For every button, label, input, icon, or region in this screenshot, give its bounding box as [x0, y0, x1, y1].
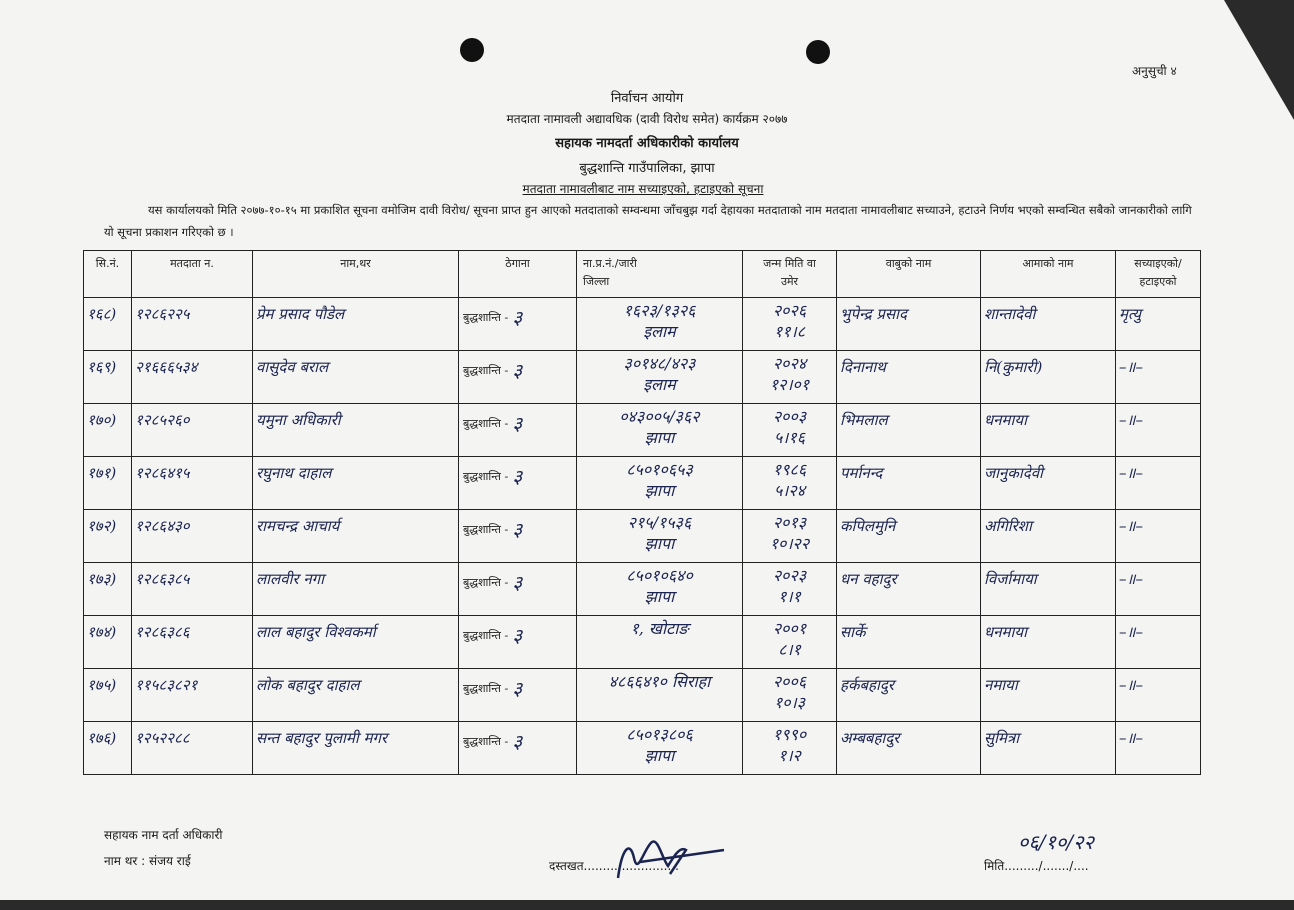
row-citizenship-line2: झापा: [644, 428, 675, 447]
row-citizenship-line1: २१५/१५३६: [627, 513, 692, 532]
row-father: सार्के: [840, 623, 866, 641]
name-cell: [253, 404, 459, 457]
officer-title: सहायक नाम दर्ता अधिकारी: [104, 828, 223, 842]
row-name: प्रेम प्रसाद पौडेल: [256, 305, 345, 323]
sn-cell: [84, 404, 132, 457]
row-action: –॥–: [1119, 464, 1143, 482]
row-dob-line1: २००३: [772, 407, 807, 426]
row-citizenship-cell: [577, 722, 743, 775]
header-office: सहायक नामदर्ता अधिकारीको कार्यालय: [555, 136, 739, 151]
row-dob-cell: [743, 510, 837, 563]
header-location: बुद्धशान्ति गाउँपालिका, झापा: [579, 161, 715, 176]
row-dob-line1: १९८६: [772, 460, 807, 479]
mother-cell: [981, 510, 1116, 563]
row-citizenship-line1: १६२३/१३२६: [623, 301, 696, 320]
row-dob-line1: २०१३: [772, 513, 807, 532]
action-cell: [1116, 404, 1201, 457]
row-citizenship-line2: झापा: [644, 534, 675, 553]
voter-no-cell: [132, 722, 253, 775]
row-address-prefix: बुद्धशान्ति -: [463, 417, 509, 430]
row-dob-cell: [743, 616, 837, 669]
row-father: कपिलमुनि: [840, 517, 896, 535]
name-cell: [253, 616, 459, 669]
row-name: रामचन्द्र आचार्य: [256, 517, 340, 535]
row-dob-line2: १०।२२: [769, 534, 810, 553]
row-name: रघुनाथ दाहाल: [256, 464, 332, 482]
row-dob-line1: २००६: [772, 672, 807, 691]
table-row: [84, 298, 1201, 351]
mother-cell: [981, 298, 1116, 351]
col-citizenship: [577, 251, 743, 298]
row-address-prefix: बुद्धशान्ति -: [463, 470, 509, 483]
col-father: वाबुको नाम: [837, 251, 981, 298]
row-address-prefix: बुद्धशान्ति -: [463, 311, 509, 324]
row-ward: ३: [512, 519, 523, 541]
action-cell: [1116, 457, 1201, 510]
row-father: भुपेन्द्र प्रसाद: [840, 305, 907, 323]
date-value: ०६/१०/२२: [1018, 830, 1094, 854]
row-citizenship-line2: झापा: [644, 746, 675, 765]
col-name: नाम,थर: [253, 251, 459, 298]
col-sn: सि.नं.: [84, 251, 132, 298]
row-father: पर्मानन्द: [840, 464, 883, 482]
row-mother: अगिरिशा: [984, 517, 1032, 535]
row-mother: सुमित्रा: [984, 729, 1020, 747]
name-cell: [253, 510, 459, 563]
row-citizenship-cell: [577, 404, 743, 457]
row-ward: ३: [512, 678, 523, 700]
row-ward: ३: [512, 731, 523, 753]
col-dob-line2: उमेर: [780, 275, 799, 288]
sn-cell: [84, 457, 132, 510]
row-mother: जानुकादेवी: [984, 464, 1043, 482]
header-subject: मतदाता नामावलीबाट नाम सच्याइएको, हटाइएको सूचना: [522, 182, 764, 196]
row-mother: शान्तादेवी: [984, 305, 1036, 323]
row-dob-line2: ५।२४: [773, 481, 806, 500]
row-voter-no: १२८६३८५: [135, 570, 190, 588]
mother-cell: [981, 457, 1116, 510]
row-action: मृत्यु: [1119, 305, 1142, 323]
row-sn: १६९): [87, 358, 117, 376]
row-voter-no: १२५२२८८: [135, 729, 190, 747]
row-citizenship-cell: [577, 510, 743, 563]
voter-no-cell: [132, 563, 253, 616]
row-action: –॥–: [1119, 411, 1143, 429]
action-cell: [1116, 616, 1201, 669]
annex-label: अनुसुची ४: [1132, 64, 1177, 78]
row-sn: १७४): [87, 623, 117, 641]
mother-cell: [981, 669, 1116, 722]
header-program: मतदाता नामावली अद्यावधिक (दावी विरोध समेत) कार्यक्रम २०७७: [506, 112, 788, 126]
row-citizenship-cell: [577, 298, 743, 351]
row-father: हर्कबहादुर: [840, 676, 895, 694]
row-action: –॥–: [1119, 358, 1143, 376]
row-citizenship-cell: [577, 457, 743, 510]
row-dob-cell: [743, 298, 837, 351]
row-citizenship-cell: [577, 351, 743, 404]
row-mother: धनमाया: [984, 411, 1027, 429]
row-dob-cell: [743, 404, 837, 457]
row-mother: विर्जामाया: [984, 570, 1037, 588]
row-voter-no: १२८६४३०: [135, 517, 190, 535]
row-sn: १७५): [87, 676, 117, 694]
row-address-prefix: बुद्धशान्ति -: [463, 364, 509, 377]
row-dob-cell: [743, 669, 837, 722]
table-row: [84, 722, 1201, 775]
row-sn: १७२): [87, 517, 117, 535]
punch-hole-left: [460, 38, 484, 62]
col-mother: आमाको नाम: [981, 251, 1116, 298]
father-cell: [837, 669, 981, 722]
col-action-line2: हटाइएको: [1139, 275, 1177, 288]
father-cell: [837, 722, 981, 775]
row-name: सन्त बहादुर पुलामी मगर: [256, 729, 388, 747]
name-cell: [253, 669, 459, 722]
action-cell: [1116, 510, 1201, 563]
row-dob-cell: [743, 351, 837, 404]
row-dob-cell: [743, 722, 837, 775]
address-cell: [459, 457, 577, 510]
row-ward: ३: [512, 360, 523, 382]
table-row: [84, 563, 1201, 616]
father-cell: [837, 616, 981, 669]
table-row: [84, 616, 1201, 669]
row-dob-cell: [743, 563, 837, 616]
date-label: मिति........./......./....: [984, 859, 1089, 873]
row-sn: १७६): [87, 729, 117, 747]
row-mother: नि(कुमारी): [984, 358, 1043, 376]
voter-no-cell: [132, 457, 253, 510]
sn-cell: [84, 351, 132, 404]
row-name: यमुना अधिकारी: [256, 411, 341, 429]
row-mother: धनमाया: [984, 623, 1027, 641]
action-cell: [1116, 351, 1201, 404]
row-citizenship-cell: [577, 669, 743, 722]
address-cell: [459, 510, 577, 563]
voter-no-cell: [132, 510, 253, 563]
row-citizenship-line2: इलाम: [643, 375, 676, 394]
row-sn: १६८): [87, 305, 117, 323]
row-ward: ३: [512, 625, 523, 647]
row-father: भिमलाल: [840, 411, 888, 429]
father-cell: [837, 404, 981, 457]
sn-cell: [84, 563, 132, 616]
address-cell: [459, 563, 577, 616]
col-action-line1: सच्याइएको/: [1134, 257, 1182, 270]
row-dob-line2: ५।१६: [773, 428, 806, 447]
row-dob-line2: ८।१: [778, 640, 801, 659]
mother-cell: [981, 616, 1116, 669]
father-cell: [837, 298, 981, 351]
row-citizenship-line1: ८५०१३८०६: [626, 725, 693, 744]
mother-cell: [981, 404, 1116, 457]
row-ward: ३: [512, 413, 523, 435]
row-dob-line2: १।२: [778, 746, 801, 765]
row-name: लालवीर नगा: [256, 570, 325, 588]
row-address-prefix: बुद्धशान्ति -: [463, 682, 509, 695]
row-action: –॥–: [1119, 676, 1143, 694]
row-address-prefix: बुद्धशान्ति -: [463, 629, 509, 642]
voter-no-cell: [132, 616, 253, 669]
father-cell: [837, 563, 981, 616]
row-name: लाल बहादुर विश्वकर्मा: [256, 623, 376, 641]
row-father: अम्बबहादुर: [840, 729, 900, 747]
sn-cell: [84, 298, 132, 351]
sn-cell: [84, 669, 132, 722]
voter-no-cell: [132, 298, 253, 351]
row-address-prefix: बुद्धशान्ति -: [463, 523, 509, 536]
row-dob-line2: १०।३: [773, 693, 806, 712]
row-citizenship-cell: [577, 616, 743, 669]
mother-cell: [981, 351, 1116, 404]
row-dob-line1: २०२३: [772, 566, 807, 585]
address-cell: [459, 669, 577, 722]
action-cell: [1116, 669, 1201, 722]
signature-label: दस्तखत.........................: [549, 859, 679, 873]
row-name: लोक बहादुर दाहाल: [256, 676, 360, 694]
name-cell: [253, 351, 459, 404]
row-citizenship-line1: ८५०१०६४०: [626, 566, 693, 585]
row-action: –॥–: [1119, 623, 1143, 641]
row-voter-no: १२८६४१५: [135, 464, 190, 482]
row-citizenship-line1: ३०१४८/४२३: [623, 354, 696, 373]
row-dob-cell: [743, 457, 837, 510]
name-cell: [253, 457, 459, 510]
punch-hole-right: [806, 40, 830, 64]
row-dob-line2: १२।०१: [769, 375, 810, 394]
voter-table: [83, 250, 1201, 775]
address-cell: [459, 616, 577, 669]
table-row: [84, 457, 1201, 510]
row-dob-line2: १।१: [778, 587, 801, 606]
col-dob: [743, 251, 837, 298]
col-citizenship-line1: ना.प्र.नं./जारी: [583, 257, 637, 270]
father-cell: [837, 510, 981, 563]
name-cell: [253, 722, 459, 775]
notice-paragraph: यस कार्यालयको मिति २०७७-१०-१५ मा प्रकाशित सूचना वमोजिम दावी विरोध/ सूचना प्राप्त हुन आएको मतदाताको सम्वन्धमा जाँचबुझ गर्दा देहायका मतदाताको नाम मतदाता नामावलीबाट सच्याउने, हटाउने निर्णय भएको सम्वन्धित सबैको जानकारीको लागि यो सूचना प्रकाशन गरिएको छ ।: [104, 203, 1192, 239]
signature-mark: [600, 828, 730, 888]
row-action: –॥–: [1119, 570, 1143, 588]
voter-no-cell: [132, 669, 253, 722]
row-citizenship-line2: झापा: [644, 481, 675, 500]
address-cell: [459, 298, 577, 351]
address-cell: [459, 404, 577, 457]
table-row: [84, 351, 1201, 404]
row-address-prefix: बुद्धशान्ति -: [463, 735, 509, 748]
row-ward: ३: [512, 572, 523, 594]
row-voter-no: १२८६२२५: [135, 305, 190, 323]
row-citizenship-line2: झापा: [644, 587, 675, 606]
table-header-row: [84, 251, 1201, 298]
row-father: धन वहादुर: [840, 570, 897, 588]
row-father: दिनानाथ: [840, 358, 886, 376]
col-voter-no: मतदाता न.: [132, 251, 253, 298]
row-citizenship-line1: ८५०१०६५३: [626, 460, 693, 479]
row-voter-no: ११५८३८२१: [135, 676, 198, 694]
row-citizenship-cell: [577, 563, 743, 616]
row-citizenship-line1: ४८६६४१० सिराहा: [608, 672, 711, 691]
row-action: –॥–: [1119, 729, 1143, 747]
header-org: निर्वाचन आयोग: [610, 91, 684, 106]
action-cell: [1116, 722, 1201, 775]
row-citizenship-line1: ०४३००५/३६२: [619, 407, 700, 426]
row-dob-line1: १९९०: [772, 725, 807, 744]
mother-cell: [981, 722, 1116, 775]
voter-no-cell: [132, 404, 253, 457]
name-cell: [253, 298, 459, 351]
row-voter-no: २१६६६५३४: [135, 358, 198, 376]
name-cell: [253, 563, 459, 616]
row-voter-no: १२८६३८६: [135, 623, 190, 641]
table-row: [84, 510, 1201, 563]
row-citizenship-line2: इलाम: [643, 322, 676, 341]
row-mother: नमाया: [984, 676, 1018, 694]
father-cell: [837, 351, 981, 404]
address-cell: [459, 351, 577, 404]
address-cell: [459, 722, 577, 775]
mother-cell: [981, 563, 1116, 616]
row-dob-line1: २०२६: [772, 301, 807, 320]
sn-cell: [84, 616, 132, 669]
row-dob-line1: २०२४: [772, 354, 807, 373]
table-row: [84, 669, 1201, 722]
row-name: वासुदेव बराल: [256, 358, 329, 376]
sn-cell: [84, 510, 132, 563]
row-sn: १७०): [87, 411, 117, 429]
row-sn: १७३): [87, 570, 117, 588]
row-ward: ३: [512, 466, 523, 488]
voter-no-cell: [132, 351, 253, 404]
action-cell: [1116, 563, 1201, 616]
row-sn: १७१): [87, 464, 117, 482]
father-cell: [837, 457, 981, 510]
table-row: [84, 404, 1201, 457]
row-citizenship-line1: १, खोटाङ: [630, 619, 689, 638]
row-address-prefix: बुद्धशान्ति -: [463, 576, 509, 589]
row-dob-line2: ११।८: [773, 322, 806, 341]
sn-cell: [84, 722, 132, 775]
col-citizenship-line2: जिल्ला: [583, 275, 610, 288]
col-dob-line1: जन्म मिति वा: [763, 257, 816, 270]
action-cell: [1116, 298, 1201, 351]
officer-name: नाम थर : संजय राई: [104, 854, 191, 868]
row-action: –॥–: [1119, 517, 1143, 535]
row-dob-line1: २००१: [772, 619, 807, 638]
col-action: [1116, 251, 1201, 298]
col-address: ठेगाना: [459, 251, 577, 298]
row-ward: ३: [512, 307, 523, 329]
row-voter-no: १२८५२६०: [135, 411, 190, 429]
